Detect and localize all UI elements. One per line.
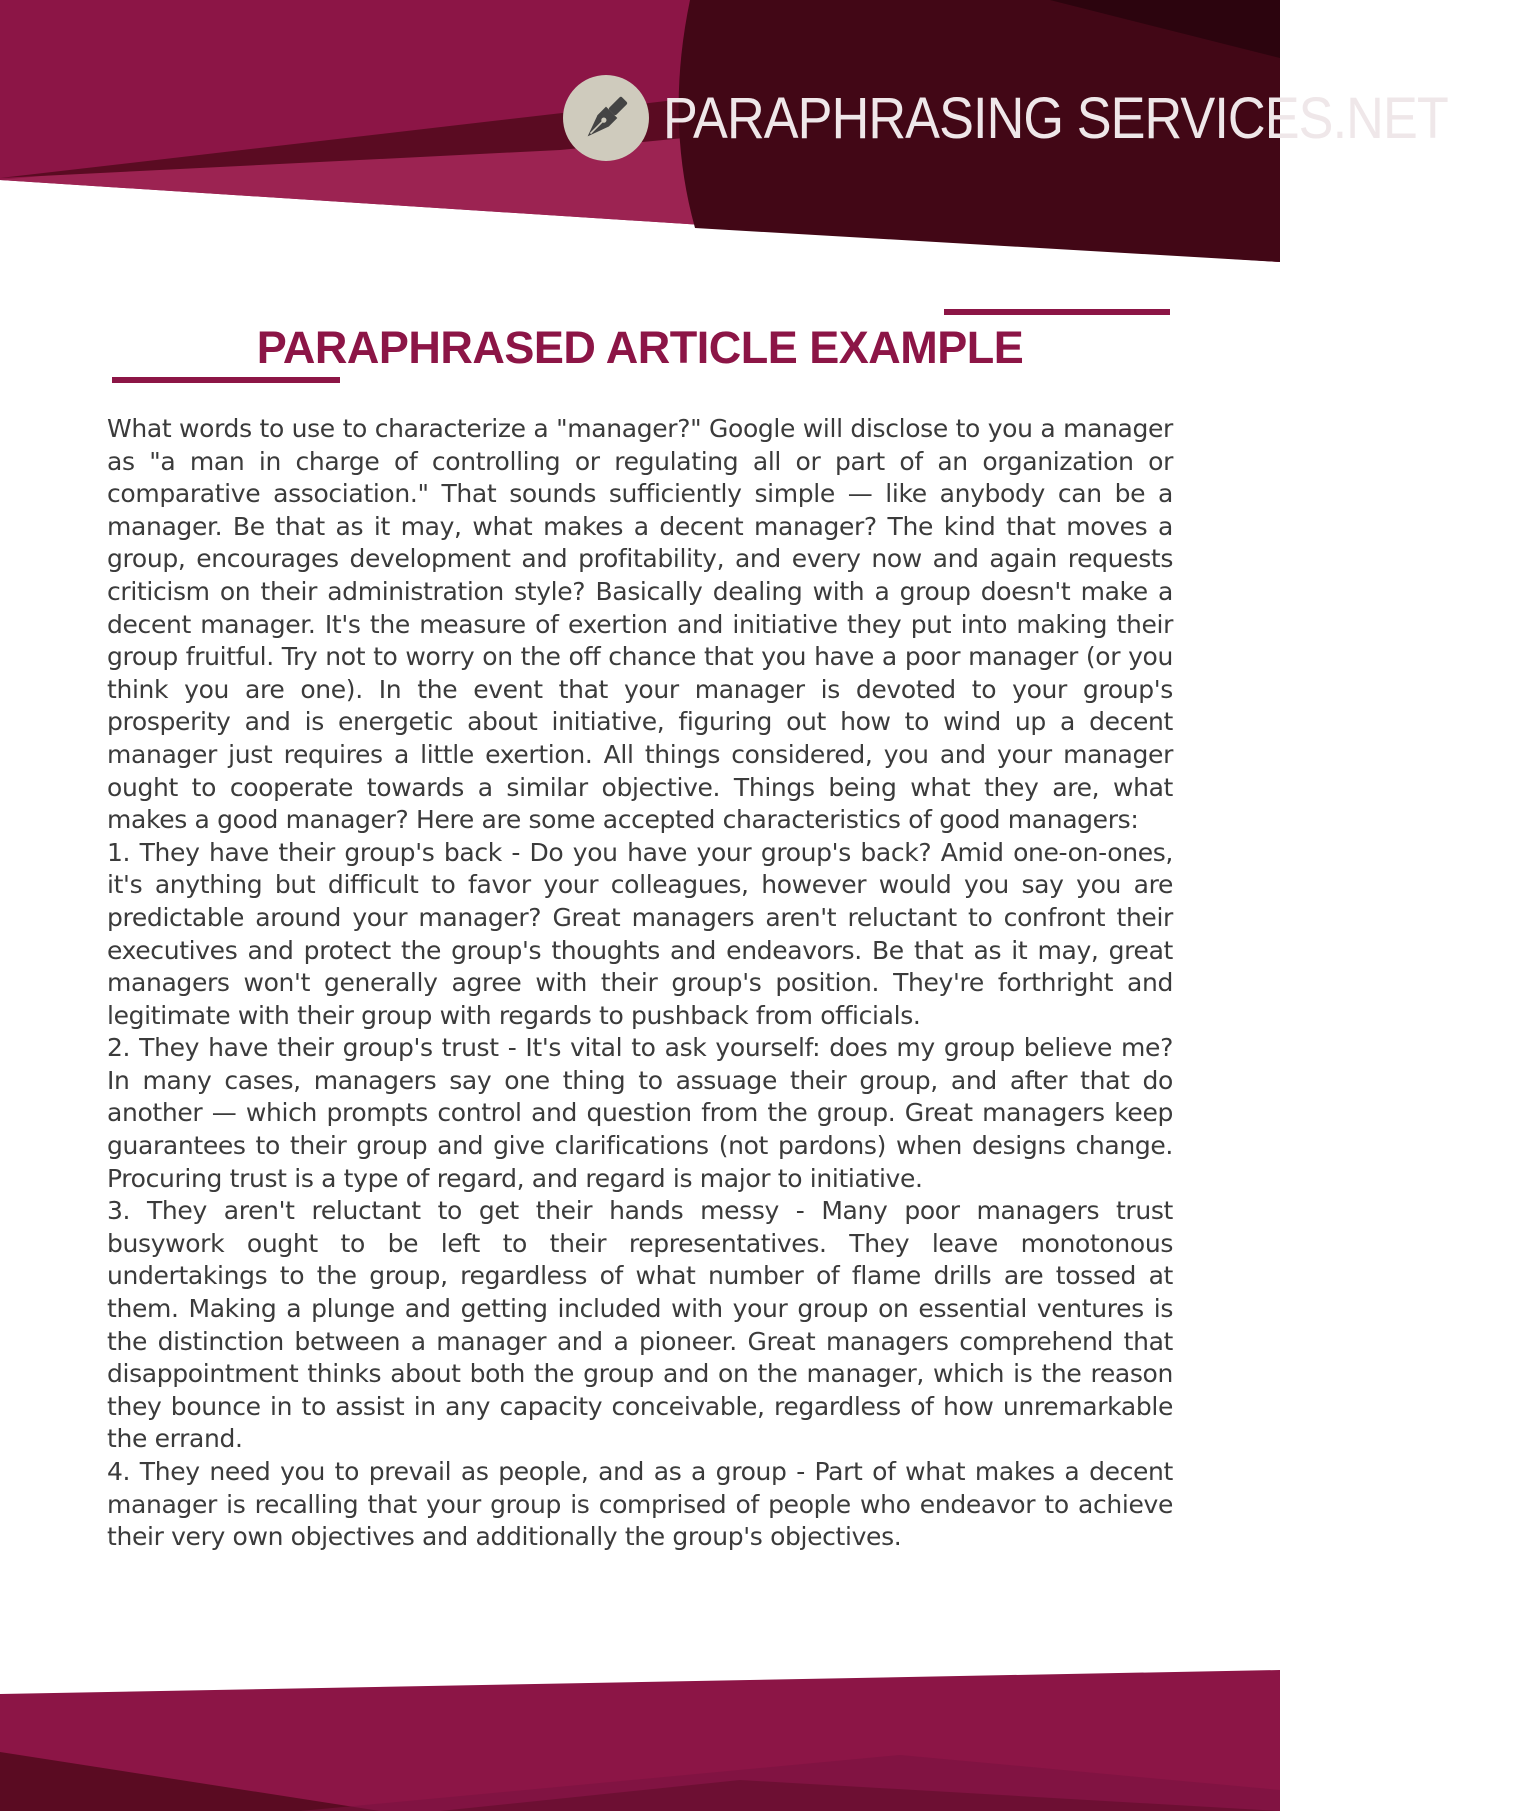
title-rule-top xyxy=(944,309,1170,315)
point-paragraph-2: 2. They have their group's trust - It's vital to ask yourself: does my group believe me? In many cases, managers say one thing to assuage their group, and after that do another — which prompts control and question from the group. Great managers keep guarantees to their group and give clarifications (not pardons) when designs change. Procuring trust is a type of regard, and regard is major to initiative. xyxy=(107,1033,1173,1193)
point-paragraph-1: 1. They have their group's back - Do you have your group's back? Amid one-on-ones, it's anything but difficult to favor your colleagues, however would you say you are predictable around your manager? Great managers aren't reluctant to confront their executives and protect the group's thoughts and endeavors. Be that as it may, great managers won't generally agree with their group's position. They're forthright and legitimate with their group with regards to pushback from officials. xyxy=(107,837,1173,1030)
intro-paragraph: What words to use to characterize a "manager?" Google will disclose to you a manager as "a man in charge of controlling or regulating all or part of an organization or comparative association." That sounds sufficiently simple — like anybody can be a manager. Be that as it may, what makes a decent manager? The kind that moves a group, encourages development and profitability, and every now and again requests criticism on their administration style? Basically dealing with a group doesn't make a decent manager. It's the measure of exertion and initiative they put into making their group fruitful. Try not to worry on the off chance that you have a poor manager (or you think you are one). In the event that your manager is devoted to your group's prosperity and is energetic about initiative, figuring out how to wind up a decent manager just requires a little exertion. All things considered, you and your manager ought to cooperate towards a similar objective. Things being what they are, what makes a good manager? Here are some accepted characteristics of good managers: xyxy=(107,414,1173,835)
document-title: PARAPHRASED ARTICLE EXAMPLE xyxy=(256,322,1024,373)
title-rule-bottom xyxy=(112,377,340,383)
point-paragraph-3: 3. They aren't reluctant to get their hands messy - Many poor managers trust busywork ought to be left to their representatives. They leave monotonous undertakings to the group, regardless of what number of flame drills are tossed at them. Making a plunge and getting included with your group on essential ventures is the distinction between a manager and a pioneer. Great managers comprehend that disappointment thinks about both the group and on the manager, which is the reason they bounce in to assist in any capacity conceivable, regardless of how unremarkable the errand. xyxy=(107,1196,1173,1454)
article-body xyxy=(107,413,1173,1554)
brand-name: PARAPHRASING SERVICES.NET xyxy=(663,85,1448,151)
fountain-pen-nib-icon xyxy=(563,75,649,161)
point-paragraph-4: 4. They need you to prevail as people, and as a group - Part of what makes a decent manager is recalling that your group is comprised of people who endeavor to achieve their very own objectives and additionally the group's objectives. xyxy=(107,1457,1173,1552)
footer-banner xyxy=(0,1670,1280,1811)
brand-logo[interactable] xyxy=(563,74,1535,162)
